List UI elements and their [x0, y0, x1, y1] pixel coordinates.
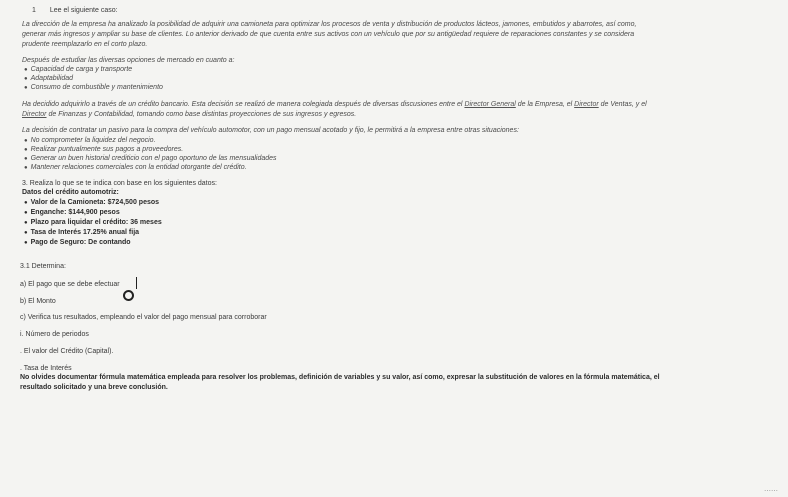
text-cursor	[136, 277, 137, 289]
case-line-2: generar más ingresos y ampliar su base de clientes. Lo anterior derivado de que cuenta entre sus activos con un vehículo que por su antigüedad requiere de reparaciones constantes y se considera	[22, 31, 635, 38]
decision-text: de la Empresa, el	[515, 101, 575, 108]
note-line-2: resultado solicitado y una breve conclusión.	[20, 384, 168, 391]
more-icon: ⋯⋯	[764, 488, 778, 495]
credit-item: ● Enganche: $144,900 pesos	[24, 208, 120, 218]
benefit-item: ● Generar un buen historial crediticio con el pago oportuno de las mensualidades	[24, 154, 277, 164]
note-line-1: No olvides documentar fórmula matemática empleada para resolver los problemas, definición de variables y su valor, así como, expresar la substitución de valores en la fórmula matemática, el	[20, 374, 660, 381]
circle-mark-icon	[123, 290, 134, 301]
decision-text: de Finanzas y Contabilidad, tomando como base distintas proyecciones de sus ingresos y egresos.	[46, 111, 357, 118]
credit-item: ● Pago de Seguro: De contando	[24, 238, 131, 248]
credit-item: ● Valor de la Camioneta: $724,500 pesos	[24, 198, 159, 208]
case-line-3: prudente reemplazarlo en el corto plazo.	[22, 41, 148, 48]
director-link: Director	[574, 101, 599, 108]
header-text: Lee el siguiente caso:	[49, 7, 118, 14]
credit-item: ● Plazo para liquidar el crédito: 36 meses	[24, 218, 162, 228]
determine-heading: 3.1 Determina:	[20, 263, 66, 270]
director-general-link: Director General	[464, 101, 516, 108]
question-a: a) El pago que se debe efectuar	[20, 281, 120, 288]
decision-text: Ha decidido adquirirlo a través de un crédito bancario. Esta decisión se realizó de manera colegiada después de diversas discusiones entre el	[22, 101, 465, 108]
question-i: i. Número de periodos	[20, 331, 89, 338]
header-line	[32, 6, 118, 15]
benefits-intro: La decisión de contratar un pasivo para la compra del vehículo automotor, con un pago mensual acotado y fijo, le permitirá a la empresa entre otras situaciones:	[22, 127, 519, 134]
benefit-item: ● Realizar puntualmente sus pagos a proveedores.	[24, 145, 183, 155]
question-ii: . El valor del Crédito (Capital).	[20, 348, 114, 355]
option-item: ● Capacidad de carga y transporte	[24, 65, 132, 75]
benefit-item: ● Mantener relaciones comerciales con la entidad otorgante del crédito.	[24, 163, 247, 173]
decision-line-1	[22, 100, 647, 109]
question-iii: . Tasa de Interés	[20, 365, 72, 372]
case-line-1: La dirección de la empresa ha analizado la posibilidad de adquirir una camioneta para optimizar los procesos de venta y distribución de productos lácteos, jamones, embutidos y abarrotes, así como,	[22, 21, 637, 28]
decision-text: de Ventas, y el	[598, 101, 647, 108]
option-item: ● Consumo de combustible y mantenimiento	[24, 83, 163, 93]
credit-item: ● Tasa de Interés 17.25% anual fija	[24, 228, 139, 238]
director-link: Director	[22, 111, 47, 118]
question-b: b) El Monto	[20, 298, 56, 305]
question-c: c) Verifica tus resultados, empleando el valor del pago mensual para corroborar	[20, 314, 267, 321]
credit-title: Datos del crédito automotriz:	[22, 189, 119, 196]
option-item: ● Adaptabilidad	[24, 74, 73, 84]
benefit-item: ● No comprometer la liquidez del negocio.	[24, 136, 156, 146]
decision-line-2	[22, 110, 356, 119]
task3-intro: 3. Realiza lo que se te indica con base en los siguientes datos:	[22, 180, 217, 187]
item-number: 1	[32, 7, 36, 14]
options-intro: Después de estudiar las diversas opciones de mercado en cuanto a:	[22, 57, 235, 64]
